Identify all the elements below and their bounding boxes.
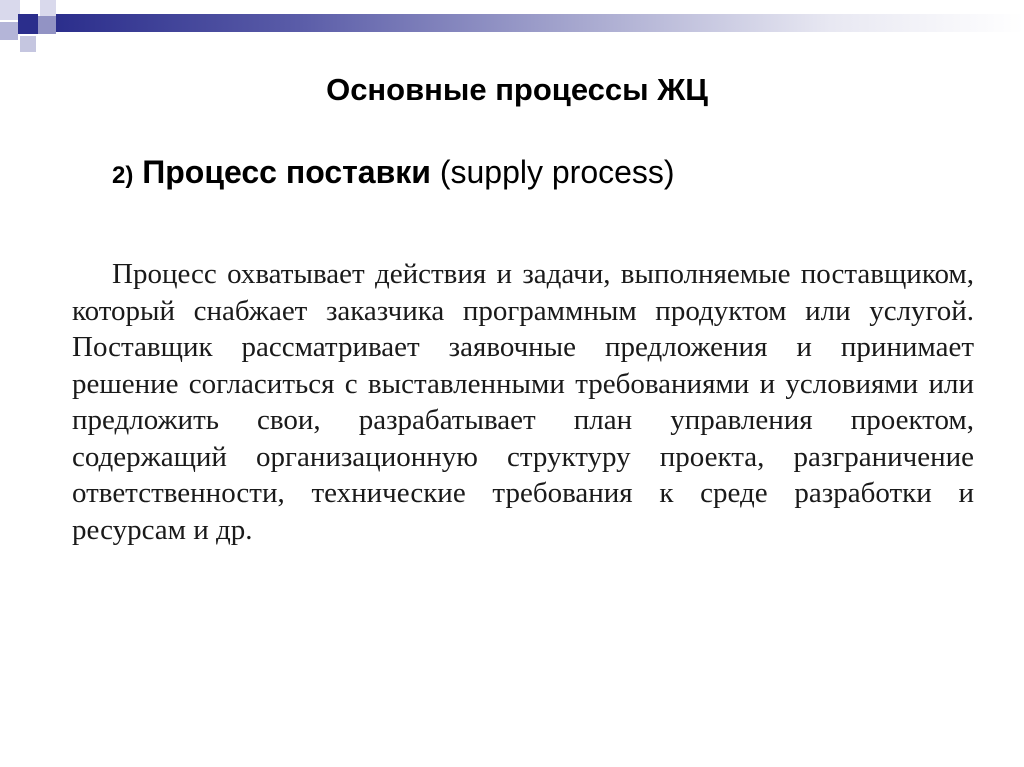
slide-subtitle — [112, 154, 675, 191]
body-paragraph: Процесс охватывает действия и задачи, выполняемые поставщиком, который снабжает заказчика программным продуктом или услугой. Поставщик рассматривает заявочные предложения и принимает решение согласиться с выставленными требованиями и условиями или предложить свои, разрабатывает план управления проектом, содержащий организационную структуру проекта, разграничение ответственности, технические требования к среде разработки и ресурсам и др. — [72, 258, 974, 546]
decorative-square — [40, 0, 56, 16]
subtitle-number: 2) — [112, 162, 134, 189]
slide-title: Основные процессы ЖЦ — [326, 72, 708, 107]
decorative-square — [38, 16, 56, 34]
subtitle-english: (supply process) — [439, 154, 675, 190]
decorative-square — [0, 22, 18, 40]
header-decoration — [0, 0, 1024, 70]
decorative-square — [0, 0, 20, 20]
decorative-square — [20, 36, 36, 52]
header-gradient-bar — [56, 14, 1024, 32]
decorative-square — [18, 14, 38, 34]
subtitle-term: Процесс поставки — [142, 154, 431, 190]
